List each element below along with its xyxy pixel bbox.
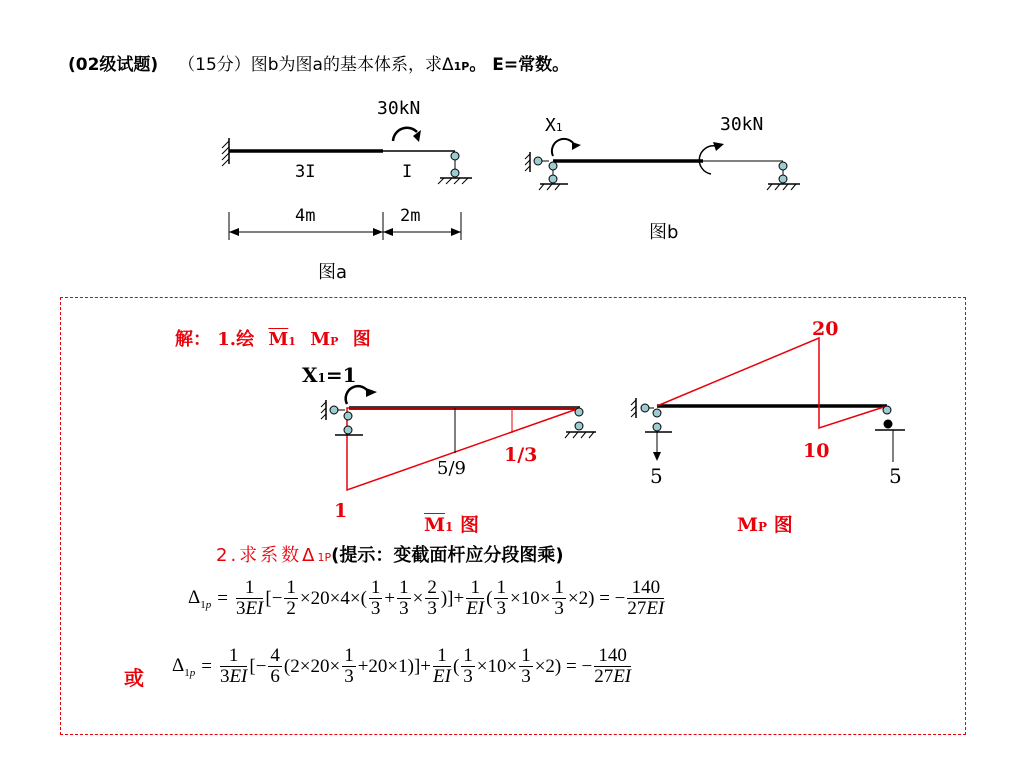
m1-value-mid: 5/9 xyxy=(437,458,466,479)
step1-heading: 解： 1.绘 $\overline{M}1$ MP 图 xyxy=(175,329,371,350)
problem-text: （15分）图b为图a的基本体系，求Δ xyxy=(178,55,454,75)
exam-tag: (02级试题) xyxy=(68,55,159,75)
fig-a-seg2-label: I xyxy=(402,162,413,182)
figure-a xyxy=(222,128,472,240)
fig-b-unknown: X1 xyxy=(545,115,563,136)
fig-a-seg1-label: 3I xyxy=(295,162,316,182)
or-label: 或 xyxy=(124,666,144,690)
mp-value-bottom: 10 xyxy=(803,440,830,462)
fig-b-load-label: 30kN xyxy=(720,114,764,135)
figure-b xyxy=(525,139,800,190)
mp-reaction-left: 5 xyxy=(650,464,663,488)
mp-value-top: 20 xyxy=(812,318,839,340)
mp-reaction-right: 5 xyxy=(889,464,902,488)
m1-value-left: 1 xyxy=(334,500,348,522)
problem-tail: 。 E=常数。 xyxy=(469,55,570,75)
equation-2: $\Delta_{1p}$ = $\frac{1}{3EI}$ [− $\frac{4}{6}$ (2×20× $\frac{1}{3}$ +20×1)]+ $\frac{1}{EI}$ ( $\frac{1}{3}$ ×10× $\frac{1}{3}$ ×2) = − $\frac{140}{27EI}$ xyxy=(172,645,632,687)
mp-caption: MP 图 xyxy=(737,514,793,536)
fig-b-caption: 图b xyxy=(649,222,679,243)
fig-a-load-label: 30kN xyxy=(377,98,421,119)
fig-a-dim2: 2m xyxy=(400,206,421,226)
m1-caption: $\overline{M}1$ 图 xyxy=(424,514,480,536)
fig-a-caption: 图a xyxy=(318,262,348,283)
fig-a-dim1: 4m xyxy=(295,206,316,226)
m1-value-right: 1/3 xyxy=(504,444,538,466)
equation-1: $\Delta_{1p}$ = $\frac{1}{3EI}$ [− $\frac{1}{2}$ ×20×4×( $\frac{1}{3}$ + $\frac{1}{3}$ × $\frac{2}{3}$ )]+ $\frac{1}{EI}$ ( $\frac{1}{3}$ ×10× $\frac{1}{3}$ ×2) = − $\frac{140}{27EI}$ xyxy=(188,577,665,619)
problem-text-sub: 1P xyxy=(453,60,470,73)
step2-heading: 2.求系数Δ1P(提示：变截面杆应分段图乘) xyxy=(216,545,564,566)
x1-label: X1=1 xyxy=(302,363,357,387)
